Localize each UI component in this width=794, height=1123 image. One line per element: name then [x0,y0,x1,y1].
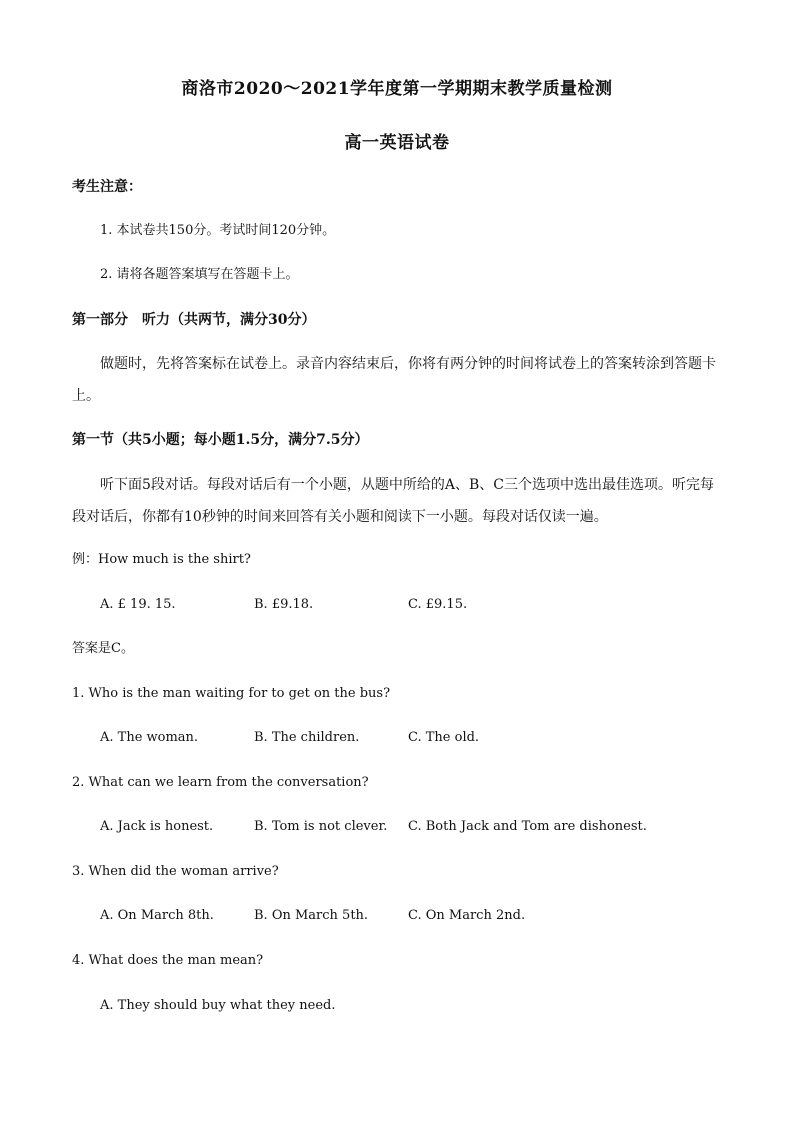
notice-item-2: 2. 请将各题答案填写在答题卡上。 [100,267,299,282]
section1-instruction: 听下面5段对话。每段对话后有一个小题，从题中所给的A、B、C三个选项中选出最佳选项。听完每段对话后，你都有10秒钟的时间来回答有关小题和阅读下一小题。每段对话仅读一遍。 [72,477,715,525]
question-3: 3. When did the woman arrive? [72,864,279,879]
q2-option-b: B. Tom is not clever. [254,819,388,834]
q3-option-a: A. On March 8th. [100,908,214,923]
example-option-a: A. £ 19. 15. [100,597,176,612]
example-question: 例：How much is the shirt? [72,552,251,567]
q1-option-c: C. The old. [408,730,480,745]
section1-heading: 第一节（共5小题；每小题1.5分，满分7.5分） [72,432,369,448]
notice-heading: 考生注意： [72,179,142,195]
question-2: 2. What can we learn from the conversation? [72,775,369,790]
part1-heading: 第一部分 听力（共两节，满分30分） [72,312,316,328]
example-option-c: C. £9.15. [408,597,468,612]
q3-option-c: C. On March 2nd. [408,908,526,923]
question-4: 4. What does the man mean? [72,953,264,968]
example-answer: 答案是C。 [72,641,134,656]
q1-option-a: A. The woman. [100,730,199,745]
part1-instruction: 做题时，先将答案标在试卷上。录音内容结束后，你将有两分钟的时间将试卷上的答案转涂到答题卡上。 [72,356,716,404]
question-1: 1. Who is the man waiting for to get on the bus? [72,686,391,701]
q2-option-c: C. Both Jack and Tom are dishonest. [408,819,647,834]
q4-option-a: A. They should buy what they need. [100,998,336,1013]
example-option-b: B. £9.18. [254,597,314,612]
q3-option-b: B. On March 5th. [254,908,369,923]
exam-subtitle: 高一英语试卷 [344,133,450,153]
notice-item-1: 1. 本试卷共150分。考试时间120分钟。 [100,223,336,238]
exam-title: 商洛市2020～2021学年度第一学期期末教学质量检测 [181,79,613,99]
q2-option-a: A. Jack is honest. [100,819,214,834]
q1-option-b: B. The children. [254,730,360,745]
